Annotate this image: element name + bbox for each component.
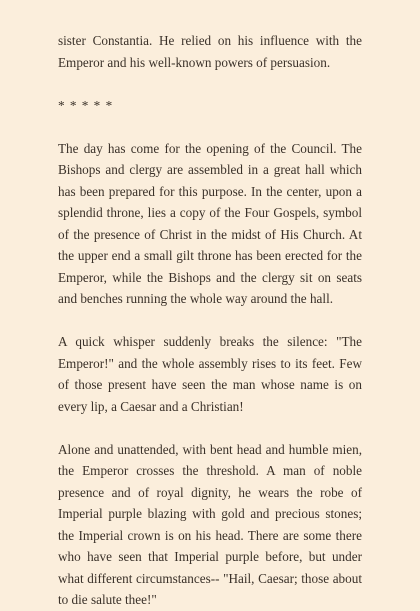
paragraph-continuation: sister Constantia. He relied on his influence with the Emperor and his well-known powers of persuasion. — [58, 33, 362, 70]
paragraph-emperor-description: Alone and unattended, with bent head and humble mien, the Emperor crosses the threshold. A man of noble presence and of royal dignity, he wears the robe of Imperial purple blazing with gold and precious stones; the Imperial crown is on his head. There are some there who have seen that Imperial purple before, but under what different circumstances-- "Hail, Caesar; those about to die salute thee!" — [58, 441, 362, 607]
section-separator: * * * * * — [58, 97, 114, 113]
paragraph-emperor-arrival: A quick whisper suddenly breaks the silence: "The Emperor!" and the whole assembly rises to its feet. Few of those present have seen the man whose name is on every lip, a Caesar and a Christian! — [58, 334, 362, 414]
paragraph-council-opening: The day has come for the opening of the Council. The Bishops and clergy are assembled in a great hall which has been prepared for this purpose. In the center, upon a splendid throne, lies a copy of the Four Gospels, symbol of the presence of Christ in the midst of His Church. At the upper end a small gilt throne has been erected for the Emperor, while the Bishops and the clergy sit on seats and benches running the whole way around the hall. — [58, 140, 362, 306]
